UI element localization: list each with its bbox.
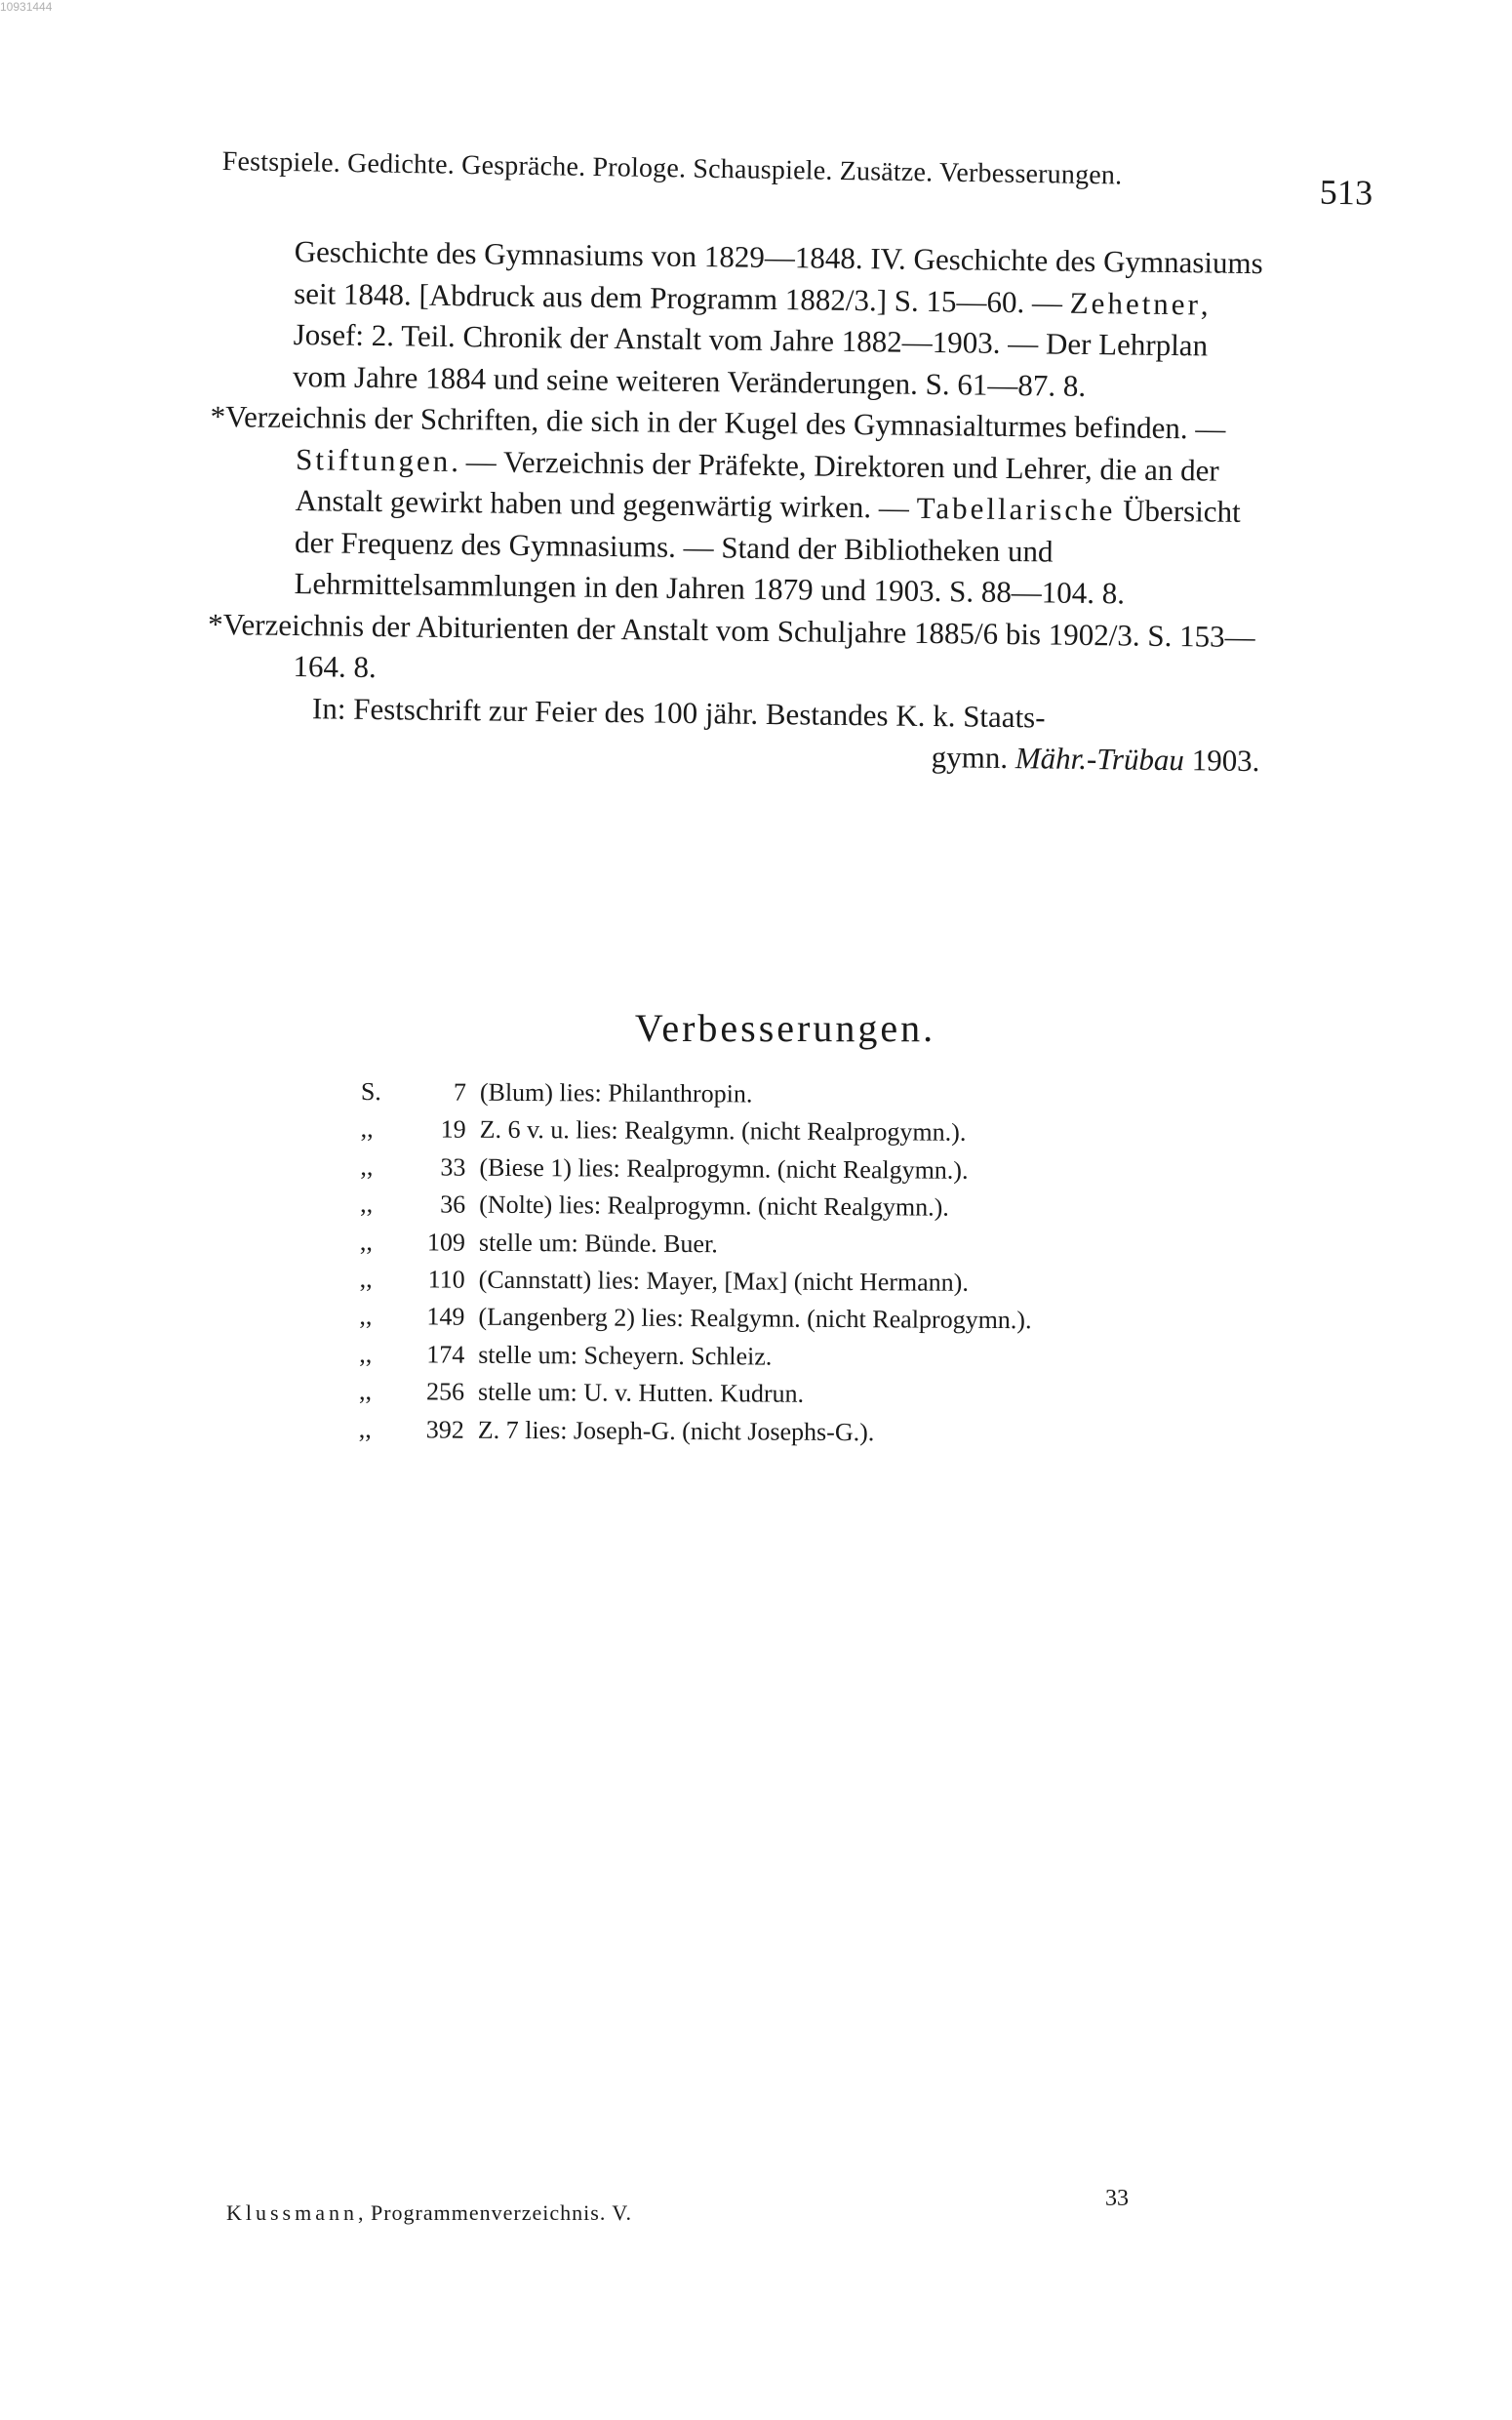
- page-number: 513: [1319, 172, 1373, 213]
- errata-row: ,, 19 Z. 6 v. u. lies: Realgymn. (nicht Realprogymn.).: [360, 1114, 967, 1148]
- entry-text: *Verzeichnis der Schriften, die sich in der Kugel des Gymnasialturmes befinden. —: [210, 398, 1226, 446]
- errata-list: [359, 1073, 1239, 1454]
- entry-text: gymn.: [931, 740, 1016, 776]
- place-name: Mähr.-Trübau: [1015, 741, 1185, 778]
- errata-row: ,, 36 (Nolte) lies: Realprogymn. (nicht Realgymn.).: [360, 1190, 949, 1222]
- spaced-term: Tabellarische: [916, 490, 1116, 528]
- footer-title: , Programmenverzeichnis. V.: [358, 2200, 632, 2225]
- entry-text: , Josef: 2. Teil. Chronik der Anstalt vom Jahre 1882—1903. — Der Lehrplan vom Jahre 1884 und seine weiteren Veränderungen. S. 61—87. 8.: [292, 286, 1209, 403]
- errata-row: ,, 110 (Cannstatt) lies: Mayer, [Max] (nicht Hermann).: [359, 1265, 969, 1297]
- entry-paragraph-3: *Verzeichnis der Abiturienten der Anstalt vom Schuljahre 1885/6 bis 1902/3. S. 153—164. 8.: [207, 606, 1255, 685]
- footer-author: Klussmann: [226, 2200, 358, 2225]
- bibliography-entry: [206, 230, 1266, 783]
- errata-row: ,, 256 stelle um: U. v. Hutten. Kudrun.: [358, 1377, 805, 1409]
- errata-heading: Verbesserungen.: [634, 1006, 936, 1050]
- entry-paragraph-1: [211, 230, 1266, 409]
- author-name: Zehetner: [1069, 285, 1202, 321]
- footer-imprint: [226, 2200, 632, 2226]
- entry-text: 1903.: [1183, 743, 1260, 779]
- errata-row: ,, 33 (Biese 1) lies: Realprogymn. (nicht Realgymn.).: [360, 1151, 969, 1185]
- spaced-term: Stiftungen: [295, 441, 452, 478]
- errata-row: ,, 392 Z. 7 lies: Joseph-G. (nicht Josephs-G.).: [358, 1414, 875, 1446]
- entry-text: Übersicht der Frequenz des Gymnasiums. — Stand der Bibliotheken und Lehrmittelsammlungen in den Jahren 1879 und 1903. S. 88—104. 8.: [294, 493, 1241, 611]
- entry-source-line: In: Festschrift zur Feier des 100 jähr. Bestandes K. k. Staats-: [311, 690, 1046, 734]
- errata-row: S. 7 (Blum) lies: Philanthropin.: [360, 1076, 753, 1109]
- running-header-text: Festspiele. Gedichte. Gespräche. Prologe. Schauspiele. Zusätze. Verbesserungen.: [221, 146, 1123, 191]
- running-header: [221, 146, 1373, 213]
- entry-paragraph-2: [208, 396, 1264, 617]
- entry-text: . — Verzeichnis der Präfekte, Direktoren und Lehrer, die an der Anstalt gewirkt haben und gegenwärtig wirken. —: [295, 443, 1219, 525]
- errata-row: ,, 109 stelle um: Bünde. Buer.: [359, 1227, 718, 1258]
- sheet-signature: 33: [1105, 2186, 1129, 2211]
- library-stamp-number: 10931444: [0, 0, 53, 14]
- errata-row: ,, 174 stelle um: Scheyern. Schleiz.: [359, 1339, 773, 1371]
- entry-text: Geschichte des Gymnasiums von 1829—1848. IV. Geschichte des Gymnasiums seit 1848. [Abdruck aus dem Programm 1882/3.] S. 15—60. —: [294, 234, 1263, 320]
- errata-row: ,, 149 (Langenberg 2) lies: Realgymn. (nicht Realprogymn.).: [359, 1302, 1032, 1335]
